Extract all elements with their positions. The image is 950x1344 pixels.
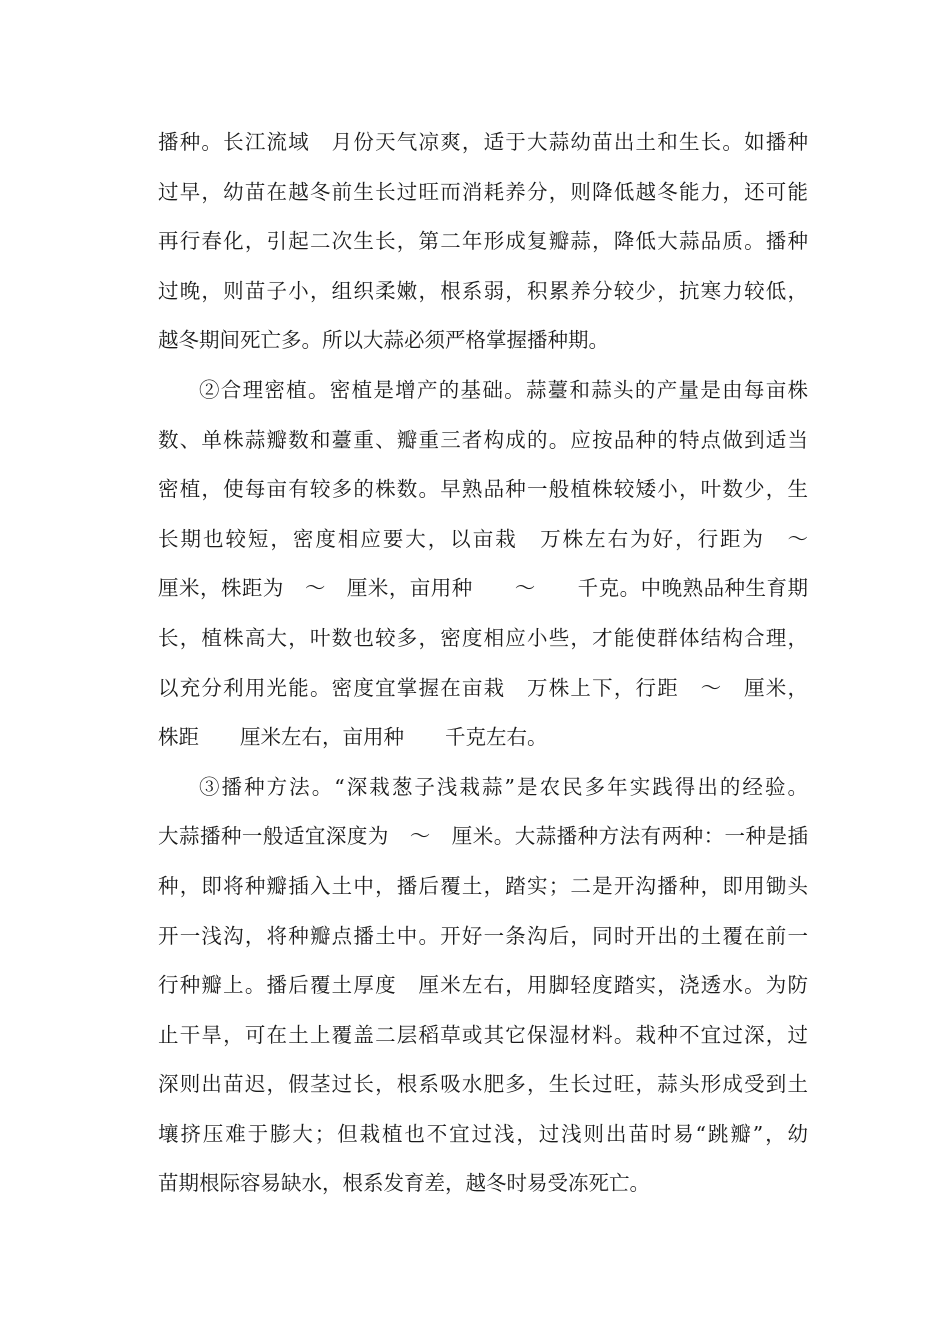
text-line: 长，植株高大，叶数也较多，密度相应小些，才能使群体结构合理， bbox=[158, 625, 808, 650]
body-text bbox=[158, 118, 808, 1209]
text-line: 过早，幼苗在越冬前生长过旺而消耗养分，则降低越冬能力，还可能 bbox=[158, 179, 808, 204]
text-line: 壤挤压难于膨大；但栽植也不宜过浅，过浅则出苗时易“跳瓣”，幼 bbox=[158, 1121, 808, 1146]
text-line: 开一浅沟，将种瓣点播土中。开好一条沟后，同时开出的土覆在前一 bbox=[158, 923, 808, 948]
text-line: 数、单株蒜瓣数和薹重、瓣重三者构成的。应按品种的特点做到适当 bbox=[158, 427, 808, 452]
text-line: ②合理密植。密植是增产的基础。蒜薹和蒜头的产量是由每亩株 bbox=[199, 377, 808, 402]
text-line: 行种瓣上。播后覆土厚度 厘米左右，用脚轻度踏实，浇透水。为防 bbox=[158, 973, 808, 998]
text-line: 种，即将种瓣插入土中，播后覆土，踏实；二是开沟播种，即用锄头 bbox=[158, 873, 808, 898]
text-line: 深则出苗迟，假茎过长，根系吸水肥多，生长过旺，蒜头形成受到土 bbox=[158, 1072, 808, 1097]
text-line: 密植，使每亩有较多的株数。早熟品种一般植株较矮小，叶数少，生 bbox=[158, 477, 808, 502]
text-line: 厘米，株距为 ～ 厘米，亩用种 ～ 千克。中晚熟品种生育期 bbox=[158, 576, 808, 601]
text-line: 以充分利用光能。密度宜掌握在亩栽 万株上下，行距 ～ 厘米， bbox=[158, 675, 808, 700]
paragraph-dense-planting bbox=[158, 366, 808, 763]
text-line: 播种。长江流域 月份天气凉爽，适于大蒜幼苗出土和生长。如播种 bbox=[158, 130, 808, 154]
text-line: 过晚，则苗子小，组织柔嫩，根系弱，积累养分较少，抗寒力较低， bbox=[158, 278, 808, 303]
text-line: 止干旱，可在土上覆盖二层稻草或其它保湿材料。栽种不宜过深，过 bbox=[158, 1022, 808, 1047]
text-line: 再行春化，引起二次生长，第二年形成复瓣蒜，降低大蒜品质。播种 bbox=[158, 229, 808, 254]
text-line: 长期也较短，密度相应要大，以亩栽 万株左右为好，行距为 ～ bbox=[158, 526, 808, 551]
paragraph-sowing-time bbox=[158, 118, 808, 366]
text-line: 大蒜播种一般适宜深度为 ～ 厘米。大蒜播种方法有两种：一种是插 bbox=[158, 824, 808, 849]
paragraph-sowing-method bbox=[158, 763, 808, 1209]
text-line: 苗期根际容易缺水，根系发育差，越冬时易受冻死亡。 bbox=[158, 1171, 650, 1196]
text-line: 越冬期间死亡多。所以大蒜必须严格掌握播种期。 bbox=[158, 328, 609, 353]
text-line: ③播种方法。“深栽葱子浅栽蒜”是农民多年实践得出的经验。 bbox=[199, 774, 808, 799]
text-line: 株距 厘米左右，亩用种 千克左右。 bbox=[158, 725, 548, 750]
